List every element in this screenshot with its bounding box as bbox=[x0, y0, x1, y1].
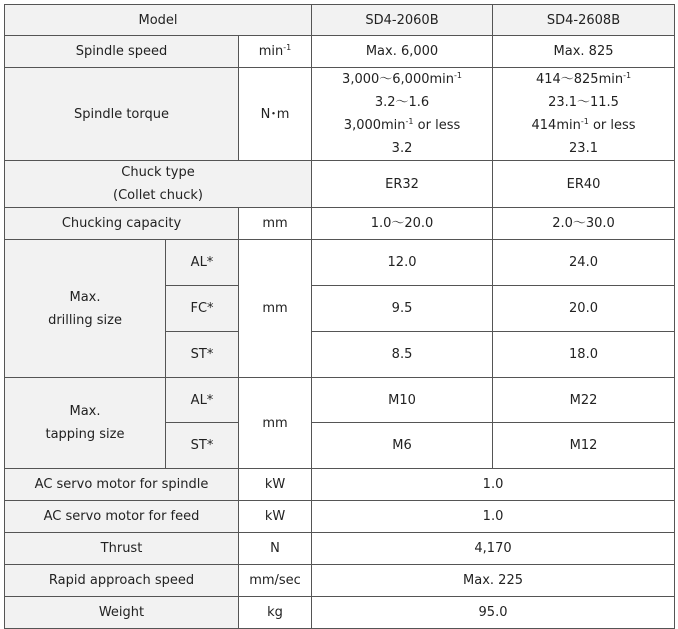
drilling-material-st: ST* bbox=[166, 332, 239, 378]
rapid-label: Rapid approach speed bbox=[5, 565, 239, 597]
tapping-st-b: M12 bbox=[493, 423, 675, 469]
thrust-value: 4,170 bbox=[312, 533, 675, 565]
spec-table bbox=[4, 4, 675, 629]
rapid-value: Max. 225 bbox=[312, 565, 675, 597]
torque-b-range: 414〜$825\min^{-1}$ bbox=[535, 71, 632, 87]
servo-feed-label: AC servo motor for feed bbox=[5, 501, 239, 533]
spindle-torque-row bbox=[5, 68, 675, 161]
chucking-capacity-unit: mm bbox=[239, 208, 312, 240]
torque-b-low: $414\min^{-1}$ or less bbox=[531, 117, 636, 133]
servo-spindle-value: 1.0 bbox=[312, 469, 675, 501]
drilling-st-a: 8.5 bbox=[312, 332, 493, 378]
tapping-al-b: M22 bbox=[493, 378, 675, 423]
tapping-material-al: AL* bbox=[166, 378, 239, 423]
tapping-row-al bbox=[5, 378, 675, 423]
weight-unit: kg bbox=[239, 597, 312, 629]
servo-feed-unit: kW bbox=[239, 501, 312, 533]
model-b-header: SD4-2608B bbox=[493, 5, 675, 36]
chucking-capacity-row bbox=[5, 208, 675, 240]
model-header: Model bbox=[5, 5, 312, 36]
servo-spindle-label: AC servo motor for spindle bbox=[5, 469, 239, 501]
torque-a-range-value: 3.2〜1.6 bbox=[374, 95, 430, 110]
torque-b-range-value: 23.1〜11.5 bbox=[548, 95, 619, 110]
spindle-torque-a bbox=[312, 68, 493, 161]
tapping-material-st: ST* bbox=[166, 423, 239, 469]
drilling-row-al bbox=[5, 240, 675, 286]
rapid-unit: mm/sec bbox=[239, 565, 312, 597]
thrust-unit: N bbox=[239, 533, 312, 565]
servo-feed-value: 1.0 bbox=[312, 501, 675, 533]
tapping-unit: mm bbox=[239, 378, 312, 469]
thrust-row bbox=[5, 533, 675, 565]
servo-feed-row bbox=[5, 501, 675, 533]
weight-row bbox=[5, 597, 675, 629]
rapid-row bbox=[5, 565, 675, 597]
weight-label: Weight bbox=[5, 597, 239, 629]
torque-a-low-value: 3.2 bbox=[391, 141, 413, 156]
spindle-speed-row bbox=[5, 36, 675, 68]
chuck-type-a: ER32 bbox=[312, 161, 493, 208]
chucking-capacity-a: 1.0〜20.0 bbox=[312, 208, 493, 240]
spindle-speed-b: Max. 825 bbox=[493, 36, 675, 68]
spindle-torque-unit: N･m bbox=[239, 68, 312, 161]
torque-a-low: $3,000\min^{-1}$ or less bbox=[343, 117, 461, 133]
spindle-torque-label: Spindle torque bbox=[5, 68, 239, 161]
tapping-al-a: M10 bbox=[312, 378, 493, 423]
thrust-label: Thrust bbox=[5, 533, 239, 565]
drilling-al-a: 12.0 bbox=[312, 240, 493, 286]
spindle-speed-label: Spindle speed bbox=[5, 36, 239, 68]
chucking-capacity-b: 2.0〜30.0 bbox=[493, 208, 675, 240]
drilling-al-b: 24.0 bbox=[493, 240, 675, 286]
servo-spindle-unit: kW bbox=[239, 469, 312, 501]
spindle-speed-a: Max. 6,000 bbox=[312, 36, 493, 68]
drilling-st-b: 18.0 bbox=[493, 332, 675, 378]
drilling-fc-a: 9.5 bbox=[312, 286, 493, 332]
tapping-st-a: M6 bbox=[312, 423, 493, 469]
spindle-torque-b bbox=[493, 68, 675, 161]
weight-value: 95.0 bbox=[312, 597, 675, 629]
chuck-type-b: ER40 bbox=[493, 161, 675, 208]
servo-spindle-row bbox=[5, 469, 675, 501]
chuck-type-label: Chuck type (Collet chuck) bbox=[5, 161, 312, 208]
spindle-speed-unit: $\min^{-1}$ bbox=[239, 36, 312, 68]
torque-b-low-value: 23.1 bbox=[569, 141, 598, 156]
torque-a-range: 3,000〜$6,000\min^{-1}$ bbox=[342, 71, 462, 87]
drilling-material-fc: FC* bbox=[166, 286, 239, 332]
tapping-label: Max. tapping size bbox=[5, 378, 166, 469]
model-a-header: SD4-2060B bbox=[312, 5, 493, 36]
drilling-fc-b: 20.0 bbox=[493, 286, 675, 332]
header-row bbox=[5, 5, 675, 36]
drilling-unit: mm bbox=[239, 240, 312, 378]
drilling-label: Max. drilling size bbox=[5, 240, 166, 378]
drilling-material-al: AL* bbox=[166, 240, 239, 286]
chuck-type-row bbox=[5, 161, 675, 208]
chucking-capacity-label: Chucking capacity bbox=[5, 208, 239, 240]
